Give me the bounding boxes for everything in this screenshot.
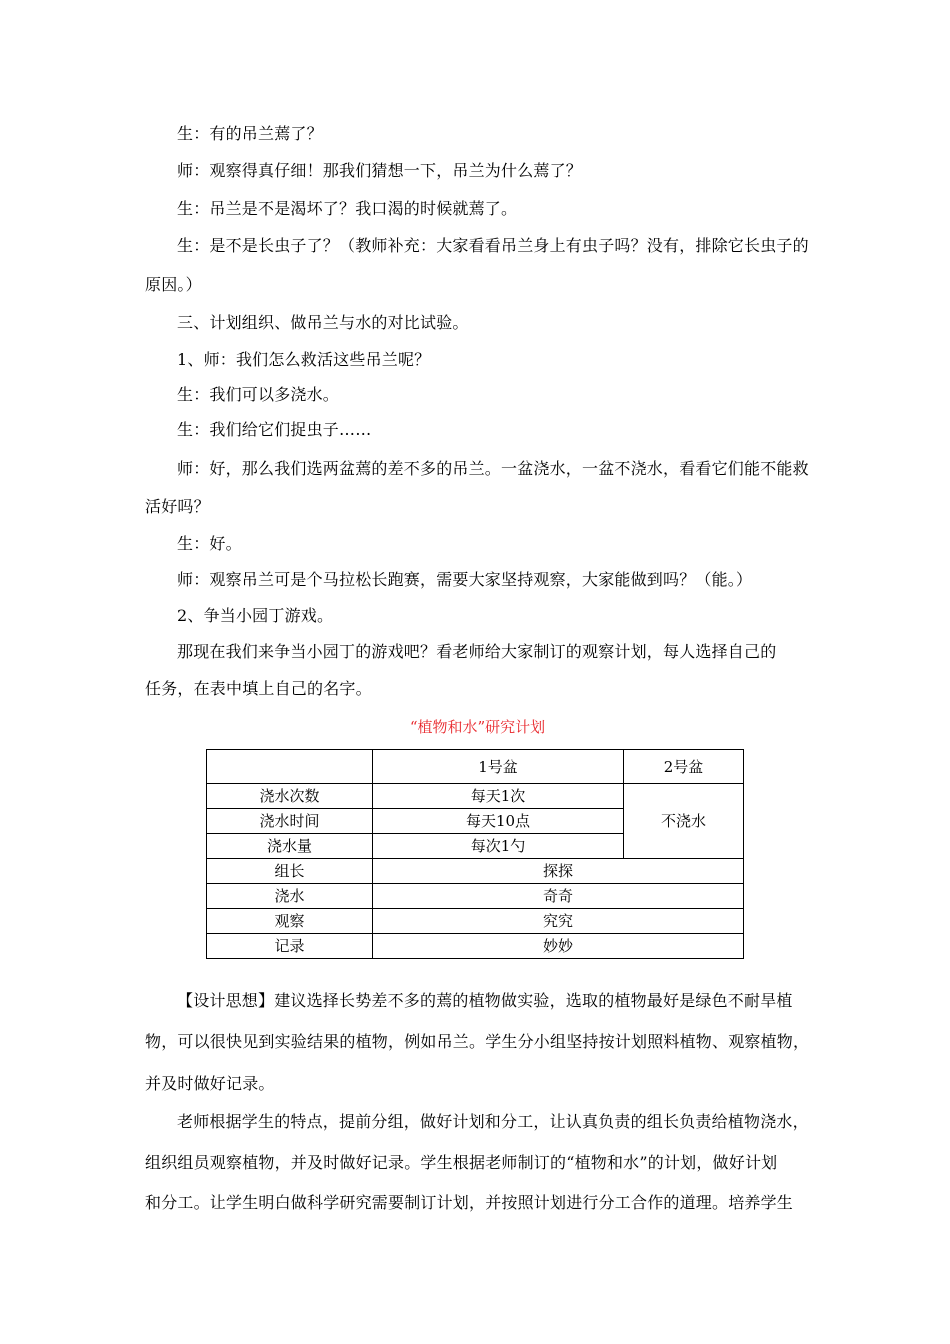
table-title: “植物和水”研究计划 xyxy=(409,718,546,736)
pot1-value: 每天1次 xyxy=(373,784,624,809)
paragraph: 师：观察吊兰可是个马拉松长跑赛，需要大家坚持观察，大家能做到吗？（能。） xyxy=(177,570,753,589)
section-heading: 三、计划组织、做吊兰与水的对比试验。 xyxy=(177,313,469,332)
role-name: 探探 xyxy=(373,859,744,884)
table-row xyxy=(207,934,744,959)
role-name: 妙妙 xyxy=(373,934,744,959)
design-thought-paragraph: 【设计思想】建议选择长势差不多的蔫的植物做实验，选取的植物最好是绿色不耐旱植 xyxy=(177,991,793,1010)
paragraph: 活好吗？ xyxy=(145,497,210,516)
table-row xyxy=(207,884,744,909)
row-label: 浇水量 xyxy=(207,834,373,859)
paragraph: 生：吊兰是不是渴坏了？我口渴的时候就蔫了。 xyxy=(177,199,518,218)
role-label: 观察 xyxy=(207,909,373,934)
role-label: 记录 xyxy=(207,934,373,959)
paragraph: 老师根据学生的特点，提前分组，做好计划和分工，让认真负责的组长负责给植物浇水， xyxy=(177,1112,809,1131)
pot1-value: 每次1勺 xyxy=(373,834,624,859)
table-row xyxy=(207,784,744,809)
row-label: 浇水时间 xyxy=(207,809,373,834)
paragraph: 生：我们可以多浇水。 xyxy=(177,385,340,404)
table-row xyxy=(207,909,744,934)
row-label: 浇水次数 xyxy=(207,784,373,809)
paragraph: 师：好，那么我们选两盆蔫的差不多的吊兰。一盆浇水，一盆不浇水，看看它们能不能救 xyxy=(177,459,809,478)
pot1-value: 每天10点 xyxy=(373,809,624,834)
header-pot1: 1号盆 xyxy=(373,750,624,784)
paragraph: 那现在我们来争当小园丁的游戏吧？看老师给大家制订的观察计划，每人选择自己的 xyxy=(177,642,777,661)
header-blank-cell xyxy=(207,750,373,784)
paragraph: 生：有的吊兰蔫了？ xyxy=(177,124,323,143)
paragraph: 并及时做好记录。 xyxy=(145,1074,275,1093)
role-label: 浇水 xyxy=(207,884,373,909)
paragraph: 1、师：我们怎么救活这些吊兰呢？ xyxy=(177,350,431,369)
paragraph: 师：观察得真仔细！那我们猜想一下，吊兰为什么蔫了？ xyxy=(177,161,583,180)
paragraph: 2、争当小园丁游戏。 xyxy=(177,606,334,625)
table-header-row xyxy=(207,750,744,784)
paragraph: 任务，在表中填上自己的名字。 xyxy=(145,679,372,698)
role-name: 究究 xyxy=(373,909,744,934)
research-plan-table xyxy=(206,749,744,959)
paragraph: 生：是不是长虫子了？（教师补充：大家看看吊兰身上有虫子吗？没有，排除它长虫子的 xyxy=(177,236,809,255)
paragraph: 和分工。让学生明白做科学研究需要制订计划，并按照计划进行分工合作的道理。培养学生 xyxy=(145,1193,794,1212)
header-pot2: 2号盆 xyxy=(624,750,744,784)
paragraph: 生：我们给它们捉虫子…… xyxy=(177,420,372,439)
paragraph: 原因。） xyxy=(145,275,202,294)
paragraph: 生：好。 xyxy=(177,534,242,553)
role-label: 组长 xyxy=(207,859,373,884)
table-row xyxy=(207,859,744,884)
paragraph: 物，可以很快见到实验结果的植物，例如吊兰。学生分小组坚持按计划照料植物、观察植物， xyxy=(145,1032,810,1051)
paragraph: 组织组员观察植物，并及时做好记录。学生根据老师制订的“植物和水”的计划，做好计划 xyxy=(145,1153,778,1172)
role-name: 奇奇 xyxy=(373,884,744,909)
pot2-value: 不浇水 xyxy=(624,784,744,859)
